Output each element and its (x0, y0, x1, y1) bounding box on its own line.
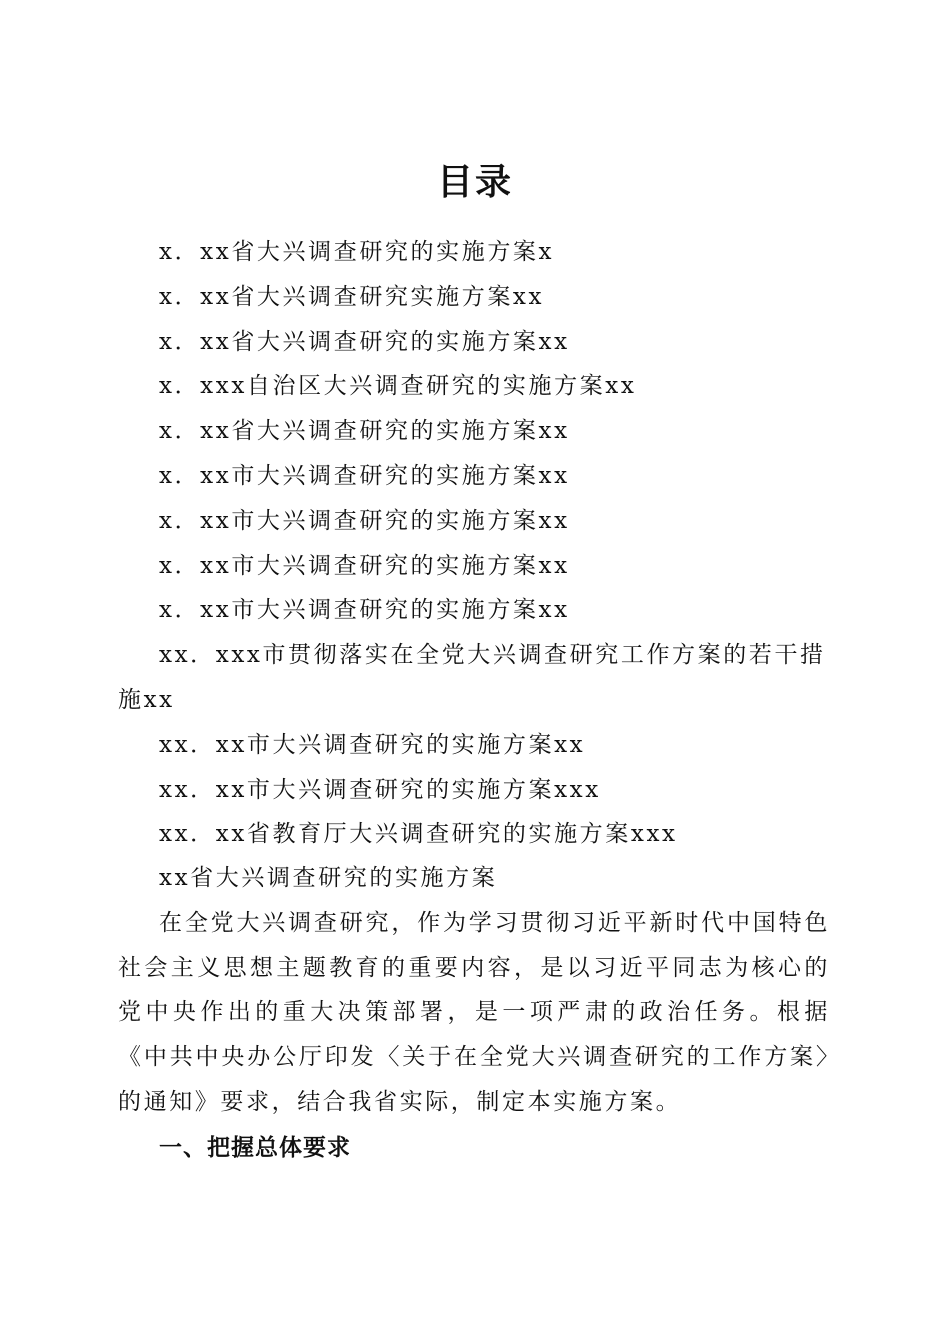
toc-entry-4[interactable]: x．xxx自治区大兴调查研究的实施方案xx (159, 373, 637, 400)
toc-entry-11[interactable]: xx．xx市大兴调查研究的实施方案xx (159, 731, 586, 758)
toc-entry-10[interactable]: xx．xxx市贯彻落实在全党大兴调查研究工作方案的若干措施xx (118, 642, 826, 713)
document-body (118, 856, 830, 1171)
toc-entry-7[interactable]: x．xx市大兴调查研究的实施方案xx (159, 507, 570, 534)
toc-entry-9[interactable]: x．xx市大兴调查研究的实施方案xx (159, 597, 570, 624)
toc-entry-8[interactable]: x．xx市大兴调查研究的实施方案xx (159, 552, 570, 579)
toc-entry-6[interactable]: x．xx市大兴调查研究的实施方案xx (159, 462, 570, 489)
toc-entry-13[interactable]: xx．xx省教育厅大兴调查研究的实施方案xxx (159, 821, 678, 848)
toc-entry-5[interactable]: x．xx省大兴调查研究的实施方案xx (159, 418, 570, 445)
toc-entry-3[interactable]: x．xx省大兴调查研究的实施方案xx (159, 328, 570, 355)
table-of-contents (118, 230, 830, 857)
toc-entry-2[interactable]: x．xx省大兴调查研究实施方案xx (159, 283, 545, 310)
document-subtitle: xx省大兴调查研究的实施方案 (159, 865, 498, 891)
intro-paragraph: 在全党大兴调查研究，作为学习贯彻习近平新时代中国特色社会主义思想主题教育的重要内容，是以习近平同志为核心的党中央作出的重大决策部署，是一项严肃的政治任务。根据《中共中央办公厅印发〈关于在全党大兴调查研究的工作方案〉的通知》要求，结合我省实际，制定本实施方案。 (118, 909, 830, 1115)
toc-entry-12[interactable]: xx．xx市大兴调查研究的实施方案xxx (159, 776, 601, 803)
toc-title: 目录 (436, 162, 513, 204)
toc-entry-1[interactable]: x．xx省大兴调查研究的实施方案x (159, 239, 555, 265)
section-heading: 一、把握总体要求 (159, 1134, 351, 1161)
